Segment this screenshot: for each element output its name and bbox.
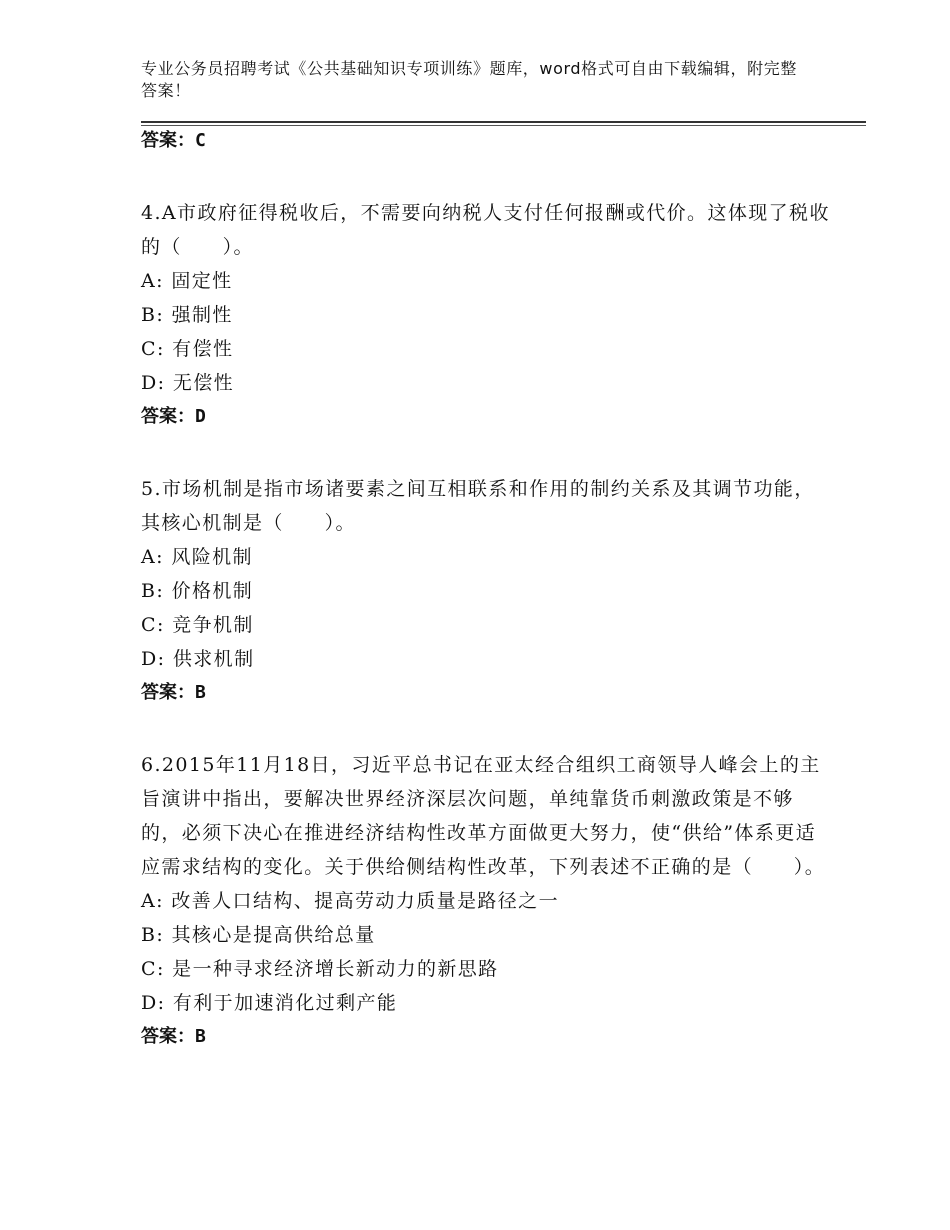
option-a: A: 风险机制 [141,546,253,568]
option-a: A: 固定性 [141,270,233,292]
answer-label: 答案：D [141,406,206,427]
option-c: C: 有偿性 [141,338,234,360]
option-a: A: 改善人口结构、提高劳动力质量是路径之一 [141,890,559,912]
answer-label: 答案：B [141,1026,206,1047]
answer-label: 答案：B [141,682,206,703]
header-rule-thick [141,121,866,123]
document-header: 专业公务员招聘考试《公共基础知识专项训练》题库，word格式可自由下载编辑，附完整答案！ [141,59,797,100]
question-stem: 5.市场机制是指市场诸要素之间互相联系和作用的制约关系及其调节功能，其核心机制是（ ）。 [141,478,815,534]
option-c: C: 是一种寻求经济增长新动力的新思路 [141,958,499,980]
question-4 [141,196,831,434]
question-list [141,124,831,1054]
option-b: B: 价格机制 [141,580,254,602]
question-stem: 4.A市政府征得税收后，不需要向纳税人支付任何报酬或代价。这体现了税收的（ ）。 [141,202,830,258]
question-stem: 6.2015年11月18日，习近平总书记在亚太经合组织工商领导人峰会上的主旨演讲中指出，要解决世界经济深层次问题，单纯靠货币刺激政策是不够的，必须下决心在推进经济结构性改革方面做更大努力，使“供给”体系更适应需求结构的变化。关于供给侧结构性改革，下列表述不正确的是（ ）。 [141,754,826,878]
option-d: D: 供求机制 [141,648,255,670]
option-d: D: 有利于加速消化过剩产能 [141,992,398,1014]
question-5 [141,472,831,710]
question-6 [141,748,831,1054]
option-b: B: 强制性 [141,304,233,326]
answer-label: 答案：C [141,130,206,151]
option-b: B: 其核心是提高供给总量 [141,924,376,946]
option-d: D: 无偿性 [141,372,235,394]
option-c: C: 竞争机制 [141,614,254,636]
